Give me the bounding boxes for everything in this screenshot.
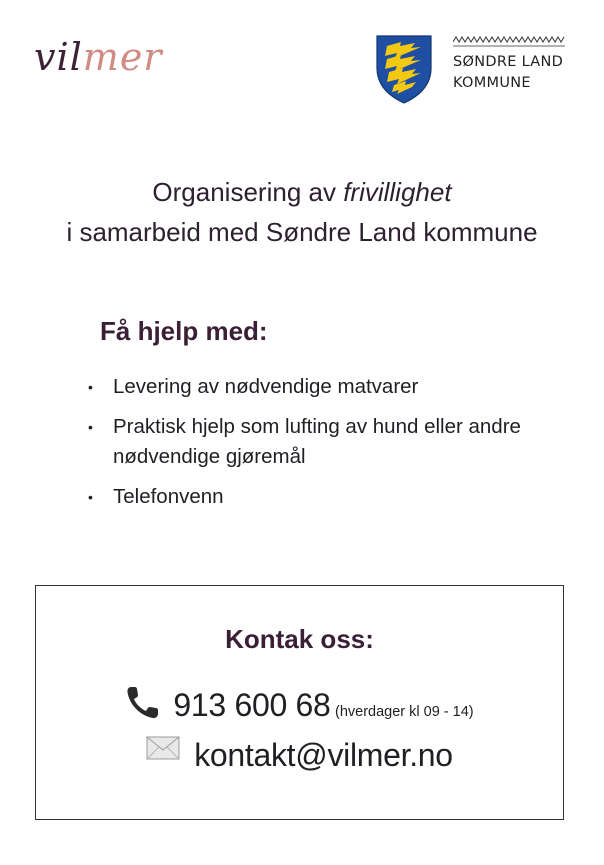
bullet: •: [88, 379, 93, 395]
municipality-name: [453, 52, 563, 94]
phone-icon: [125, 684, 161, 720]
list-item: • Levering av nødvendige matvarer: [88, 372, 528, 402]
envelope-icon: [146, 736, 180, 760]
phone-hours: (hverdager kl 09 - 14): [335, 704, 474, 720]
list-item: • Telefonvenn: [88, 482, 528, 512]
phone-row: [36, 684, 563, 724]
list-item: • Praktisk hjelp som lufting av hund eller andre nødvendige gjøremål: [88, 412, 528, 472]
heading-line-1: Organisering av frivillighet: [152, 177, 452, 207]
heading-emphasis: frivillighet: [343, 177, 452, 207]
contact-title: Kontak oss:: [225, 624, 374, 654]
contact-box: [35, 585, 564, 820]
bullet: •: [88, 419, 93, 435]
municipality-line-2: KOMMUNE: [453, 75, 531, 91]
bullet: •: [88, 489, 93, 505]
email-row: [36, 736, 563, 774]
heading-line-2: i samarbeid med Søndre Land kommune: [66, 217, 538, 247]
phone-number[interactable]: 913 600 68: [173, 687, 331, 723]
help-title: Få hjelp med:: [100, 316, 268, 346]
municipality-line-1: SØNDRE LAND: [453, 54, 564, 70]
vilmer-logo: vilmer: [34, 35, 163, 79]
coat-of-arms-icon: [375, 34, 433, 104]
help-list: [88, 372, 528, 522]
email-link[interactable]: kontakt@vilmer.no: [194, 737, 453, 773]
page-heading: [0, 172, 604, 252]
municipality-ornament: [453, 34, 565, 48]
